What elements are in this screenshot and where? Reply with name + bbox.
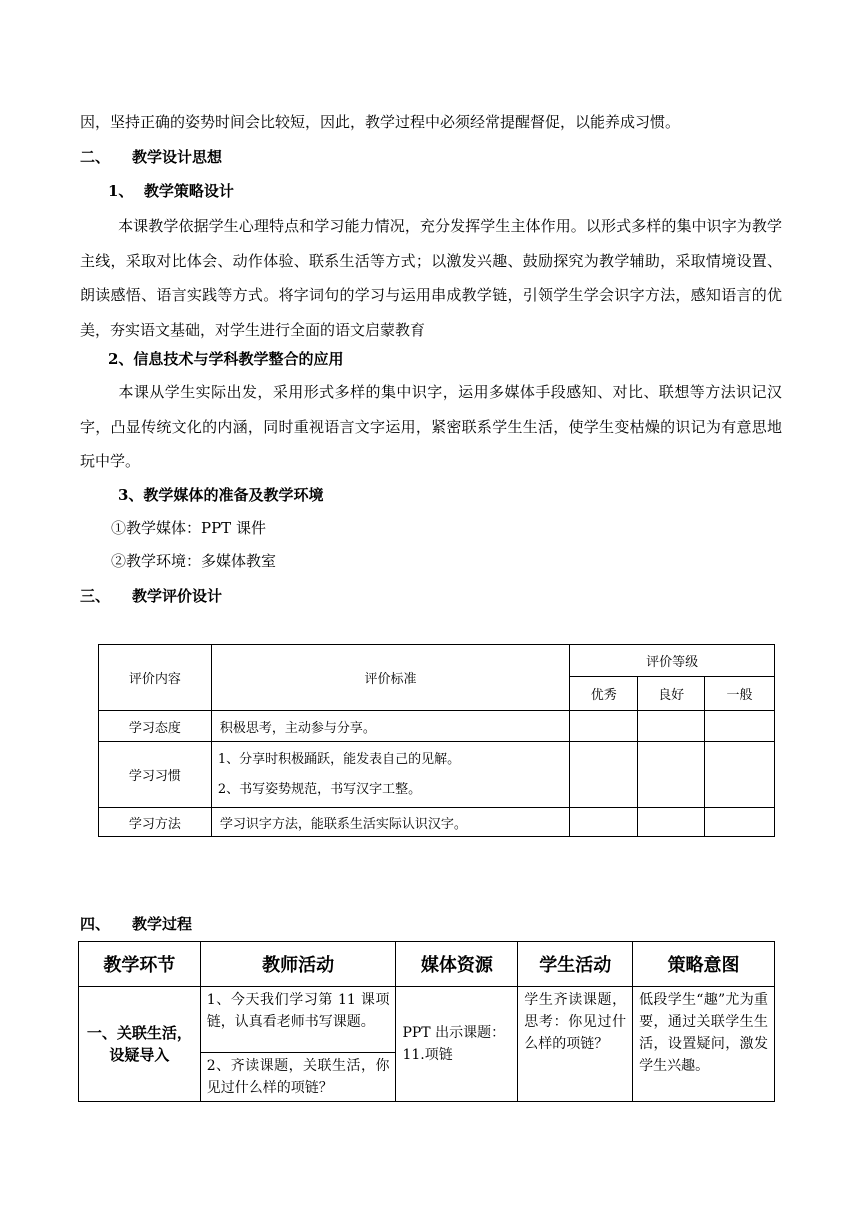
section-3-heading [80, 586, 780, 606]
eval-row-standard: 学习识字方法，能联系生活实际认识汉字。 [211, 808, 569, 837]
eval-cell [705, 711, 775, 742]
eval-header-content: 评价内容 [99, 645, 212, 711]
eval-cell [570, 808, 638, 837]
evaluation-table [98, 644, 775, 837]
integration-paragraph [80, 375, 782, 479]
section-4-number: 四、 [80, 915, 111, 933]
subsection-1-heading: 1、 教学策略设计 [108, 182, 234, 200]
eval-header-level: 评价等级 [570, 645, 775, 677]
process-header-stage: 教学环节 [79, 942, 201, 987]
teaching-media: ①教学媒体：PPT 课件 [111, 519, 266, 537]
integration-text: 本课从学生实际出发，采用形式多样的集中识字，运用多媒体手段感知、对比、联想等方法识记汉字，凸显传统文化的内涵，同时重视语言文字运用，紧密联系学生生活，使学生变枯燥的识记为有意思地玩中学。 [80, 383, 782, 470]
eval-standard-line: 1、分享时积极踊跃，能发表自己的见解。 [217, 751, 461, 767]
eval-cell [638, 742, 705, 808]
section-3-number: 三、 [80, 587, 111, 605]
section-3-title: 教学评价设计 [132, 587, 223, 605]
eval-header-standard: 评价标准 [211, 645, 569, 711]
eval-cell [570, 742, 638, 808]
process-header-teacher: 教师活动 [200, 942, 396, 987]
eval-level-excellent: 优秀 [570, 677, 638, 711]
subsection-2-heading: 2、信息技术与学科教学整合的应用 [108, 350, 344, 368]
process-teacher-1: 1、今天我们学习第 11 课项链，认真看老师书写课题。 [200, 987, 396, 1053]
eval-cell [638, 711, 705, 742]
eval-level-average: 一般 [705, 677, 775, 711]
continued-paragraph: 因，坚持正确的姿势时间会比较短，因此，教学过程中必须经常提醒督促，以能养成习惯。 [80, 113, 681, 131]
eval-cell [638, 808, 705, 837]
section-2-title: 教学设计思想 [132, 148, 223, 166]
section-2-heading [80, 147, 780, 167]
eval-row-content: 学习方法 [99, 808, 212, 837]
process-media: PPT 出示课题：11.项链 [396, 987, 518, 1102]
eval-row-content: 学习习惯 [99, 742, 212, 808]
teaching-environment: ②教学环境：多媒体教室 [111, 552, 277, 570]
process-table [78, 941, 775, 1102]
strategy-paragraph [80, 209, 782, 347]
process-header-student: 学生活动 [518, 942, 633, 987]
strategy-text: 本课教学依据学生心理特点和学习能力情况，充分发挥学生主体作用。以形式多样的集中识字为教学主线，采取对比体会、动作体验、联系生活等方式；以激发兴趣、鼓励探究为教学辅助，采取情境设置、朗读感悟、语言实践等方式。将字词句的学习与运用串成教学链，引领学生学会识字方法，感知语言的优美，夯实语文基础，对学生进行全面的语文启蒙教育 [80, 217, 782, 339]
process-stage-line: 设疑导入 [109, 1046, 170, 1064]
process-student: 学生齐读课题，思考：你见过什么样的项链？ [518, 987, 633, 1102]
process-stage [79, 987, 201, 1102]
eval-standard-line: 2、书写姿势规范，书写汉字工整。 [217, 781, 422, 797]
eval-level-good: 良好 [638, 677, 705, 711]
eval-row-standard [211, 742, 569, 808]
section-4-heading [80, 914, 780, 934]
process-header-intent: 策略意图 [633, 942, 775, 987]
eval-row-standard: 积极思考，主动参与分享。 [211, 711, 569, 742]
subsection-3-heading: 3、教学媒体的准备及教学环境 [118, 486, 324, 504]
section-4-title: 教学过程 [132, 915, 193, 933]
process-teacher-2: 2、齐读课题，关联生活，你见过什么样的项链？ [200, 1053, 396, 1102]
process-intent: 低段学生“趣”尤为重要，通过关联学生生活，设置疑问，激发学生兴趣。 [633, 987, 775, 1102]
eval-cell [705, 808, 775, 837]
process-header-media: 媒体资源 [396, 942, 518, 987]
section-2-number: 二、 [80, 148, 111, 166]
process-stage-line: 一、关联生活， [86, 1024, 192, 1042]
eval-row-content: 学习态度 [99, 711, 212, 742]
eval-cell [570, 711, 638, 742]
eval-cell [705, 742, 775, 808]
